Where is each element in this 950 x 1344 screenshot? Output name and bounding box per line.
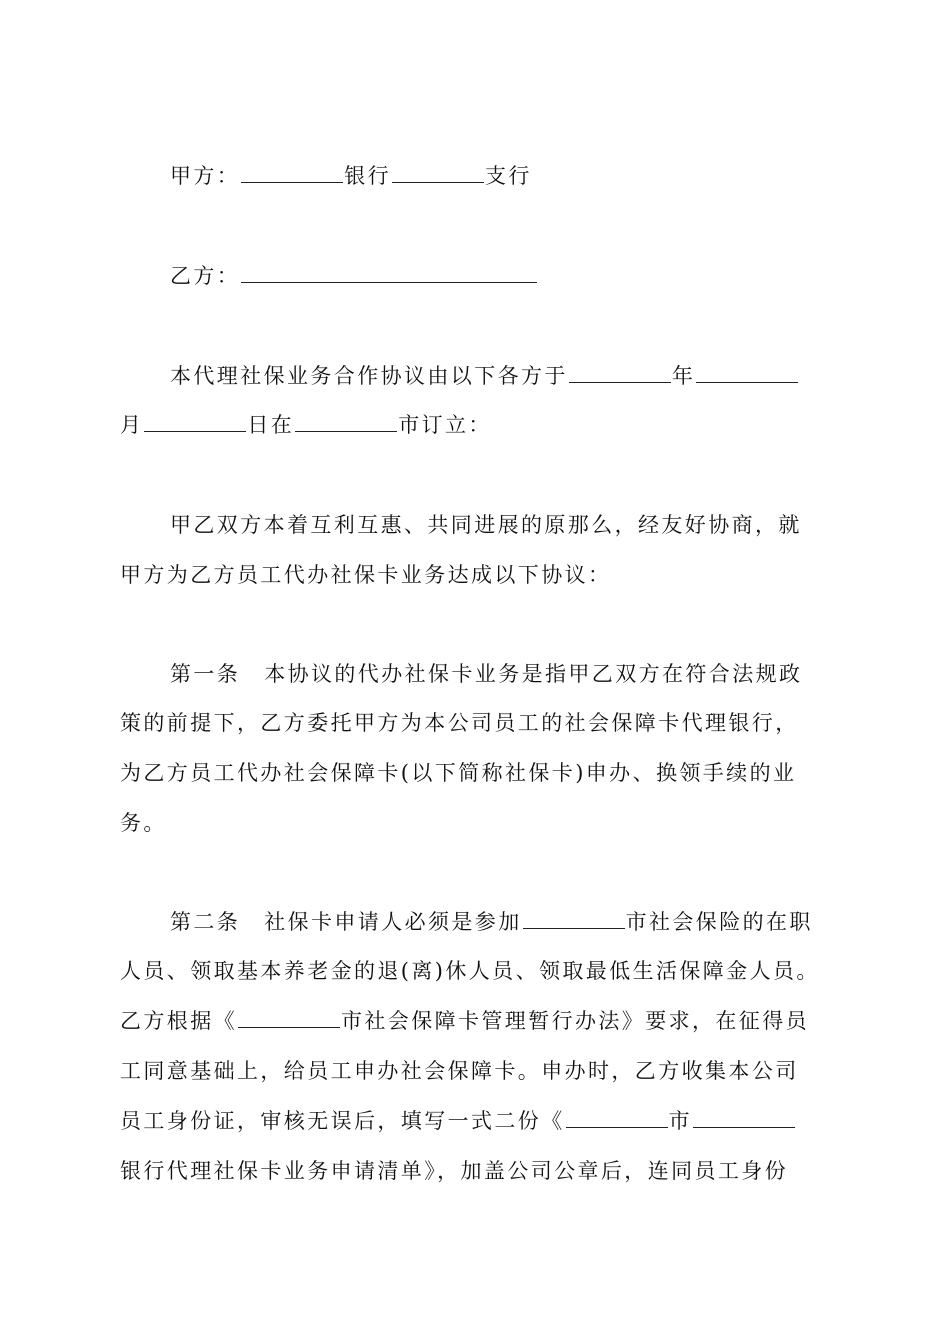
article1-line-1 [170, 660, 802, 688]
blank-field [696, 364, 798, 383]
article2-line-5 [120, 1107, 796, 1135]
blank-field [693, 1109, 795, 1128]
blank-field [238, 1009, 340, 1028]
blank-field [523, 910, 625, 929]
article1-line-3: 为乙方员工代办社会保障卡(以下简称社保卡)申办、换领手续的业 [120, 761, 797, 785]
intro-line-1 [170, 362, 799, 390]
intro-city: 市订立： [398, 413, 492, 437]
blank-field [392, 164, 484, 183]
party-b-line [170, 262, 538, 290]
preamble-line-2: 甲方为乙方员工代办社保卡业务达成以下协议： [120, 563, 612, 587]
article1-text: 本协议的代办社保卡业务是指甲乙双方在符合法规政 [264, 662, 803, 686]
article1-heading: 第一条 [170, 662, 241, 686]
intro-line-2 [120, 411, 492, 439]
article1-line-4: 务。 [120, 811, 167, 835]
party-b-label: 乙方： [170, 264, 241, 288]
intro-text: 本代理社保业务合作协议由以下各方于 [170, 364, 568, 388]
article2-text: 市社会保险的在职 [625, 910, 813, 934]
blank-field [569, 364, 671, 383]
blank-field [295, 413, 397, 432]
article2-text: 社保卡申请人必须是参加 [264, 910, 522, 934]
party-a-bank: 银行 [344, 164, 392, 188]
article2-text: 员工身份证，审核无误后，填写一式二份《 [120, 1109, 565, 1133]
party-a-label: 甲方： [170, 164, 241, 188]
blank-field [566, 1109, 668, 1128]
blank-field [144, 413, 246, 432]
intro-day: 日在 [247, 413, 295, 437]
article2-line-1 [170, 908, 813, 936]
article2-text: 乙方根据《 [120, 1009, 237, 1033]
article2-text: 市 [668, 1109, 693, 1133]
blank-field [241, 264, 537, 283]
article2-line-2: 人员、领取基本养老金的退(离)休人员、领取最低生活保障金人员。 [120, 959, 820, 983]
party-a-line [170, 162, 532, 190]
article2-text: 市社会保障卡管理暂行办法》要求，在征得员 [341, 1009, 809, 1033]
article2-line-6: 银行代理社保卡业务申请清单》，加盖公司公章后，连同员工身份 [120, 1159, 789, 1183]
blank-field [241, 164, 343, 183]
article2-line-4: 工同意基础上，给员工申办社会保障卡。申办时，乙方收集本公司 [120, 1059, 799, 1083]
preamble-line-1: 甲乙双方本着互利互惠、共同进展的原那么，经友好协商，就 [170, 513, 802, 537]
party-a-branch: 支行 [485, 164, 532, 188]
article2-line-3 [120, 1007, 809, 1035]
article2-heading: 第二条 [170, 910, 241, 934]
intro-month: 月 [120, 413, 144, 437]
article1-line-2: 策的前提下，乙方委托甲方为本公司员工的社会保障卡代理银行， [120, 711, 799, 735]
intro-year: 年 [671, 364, 696, 388]
